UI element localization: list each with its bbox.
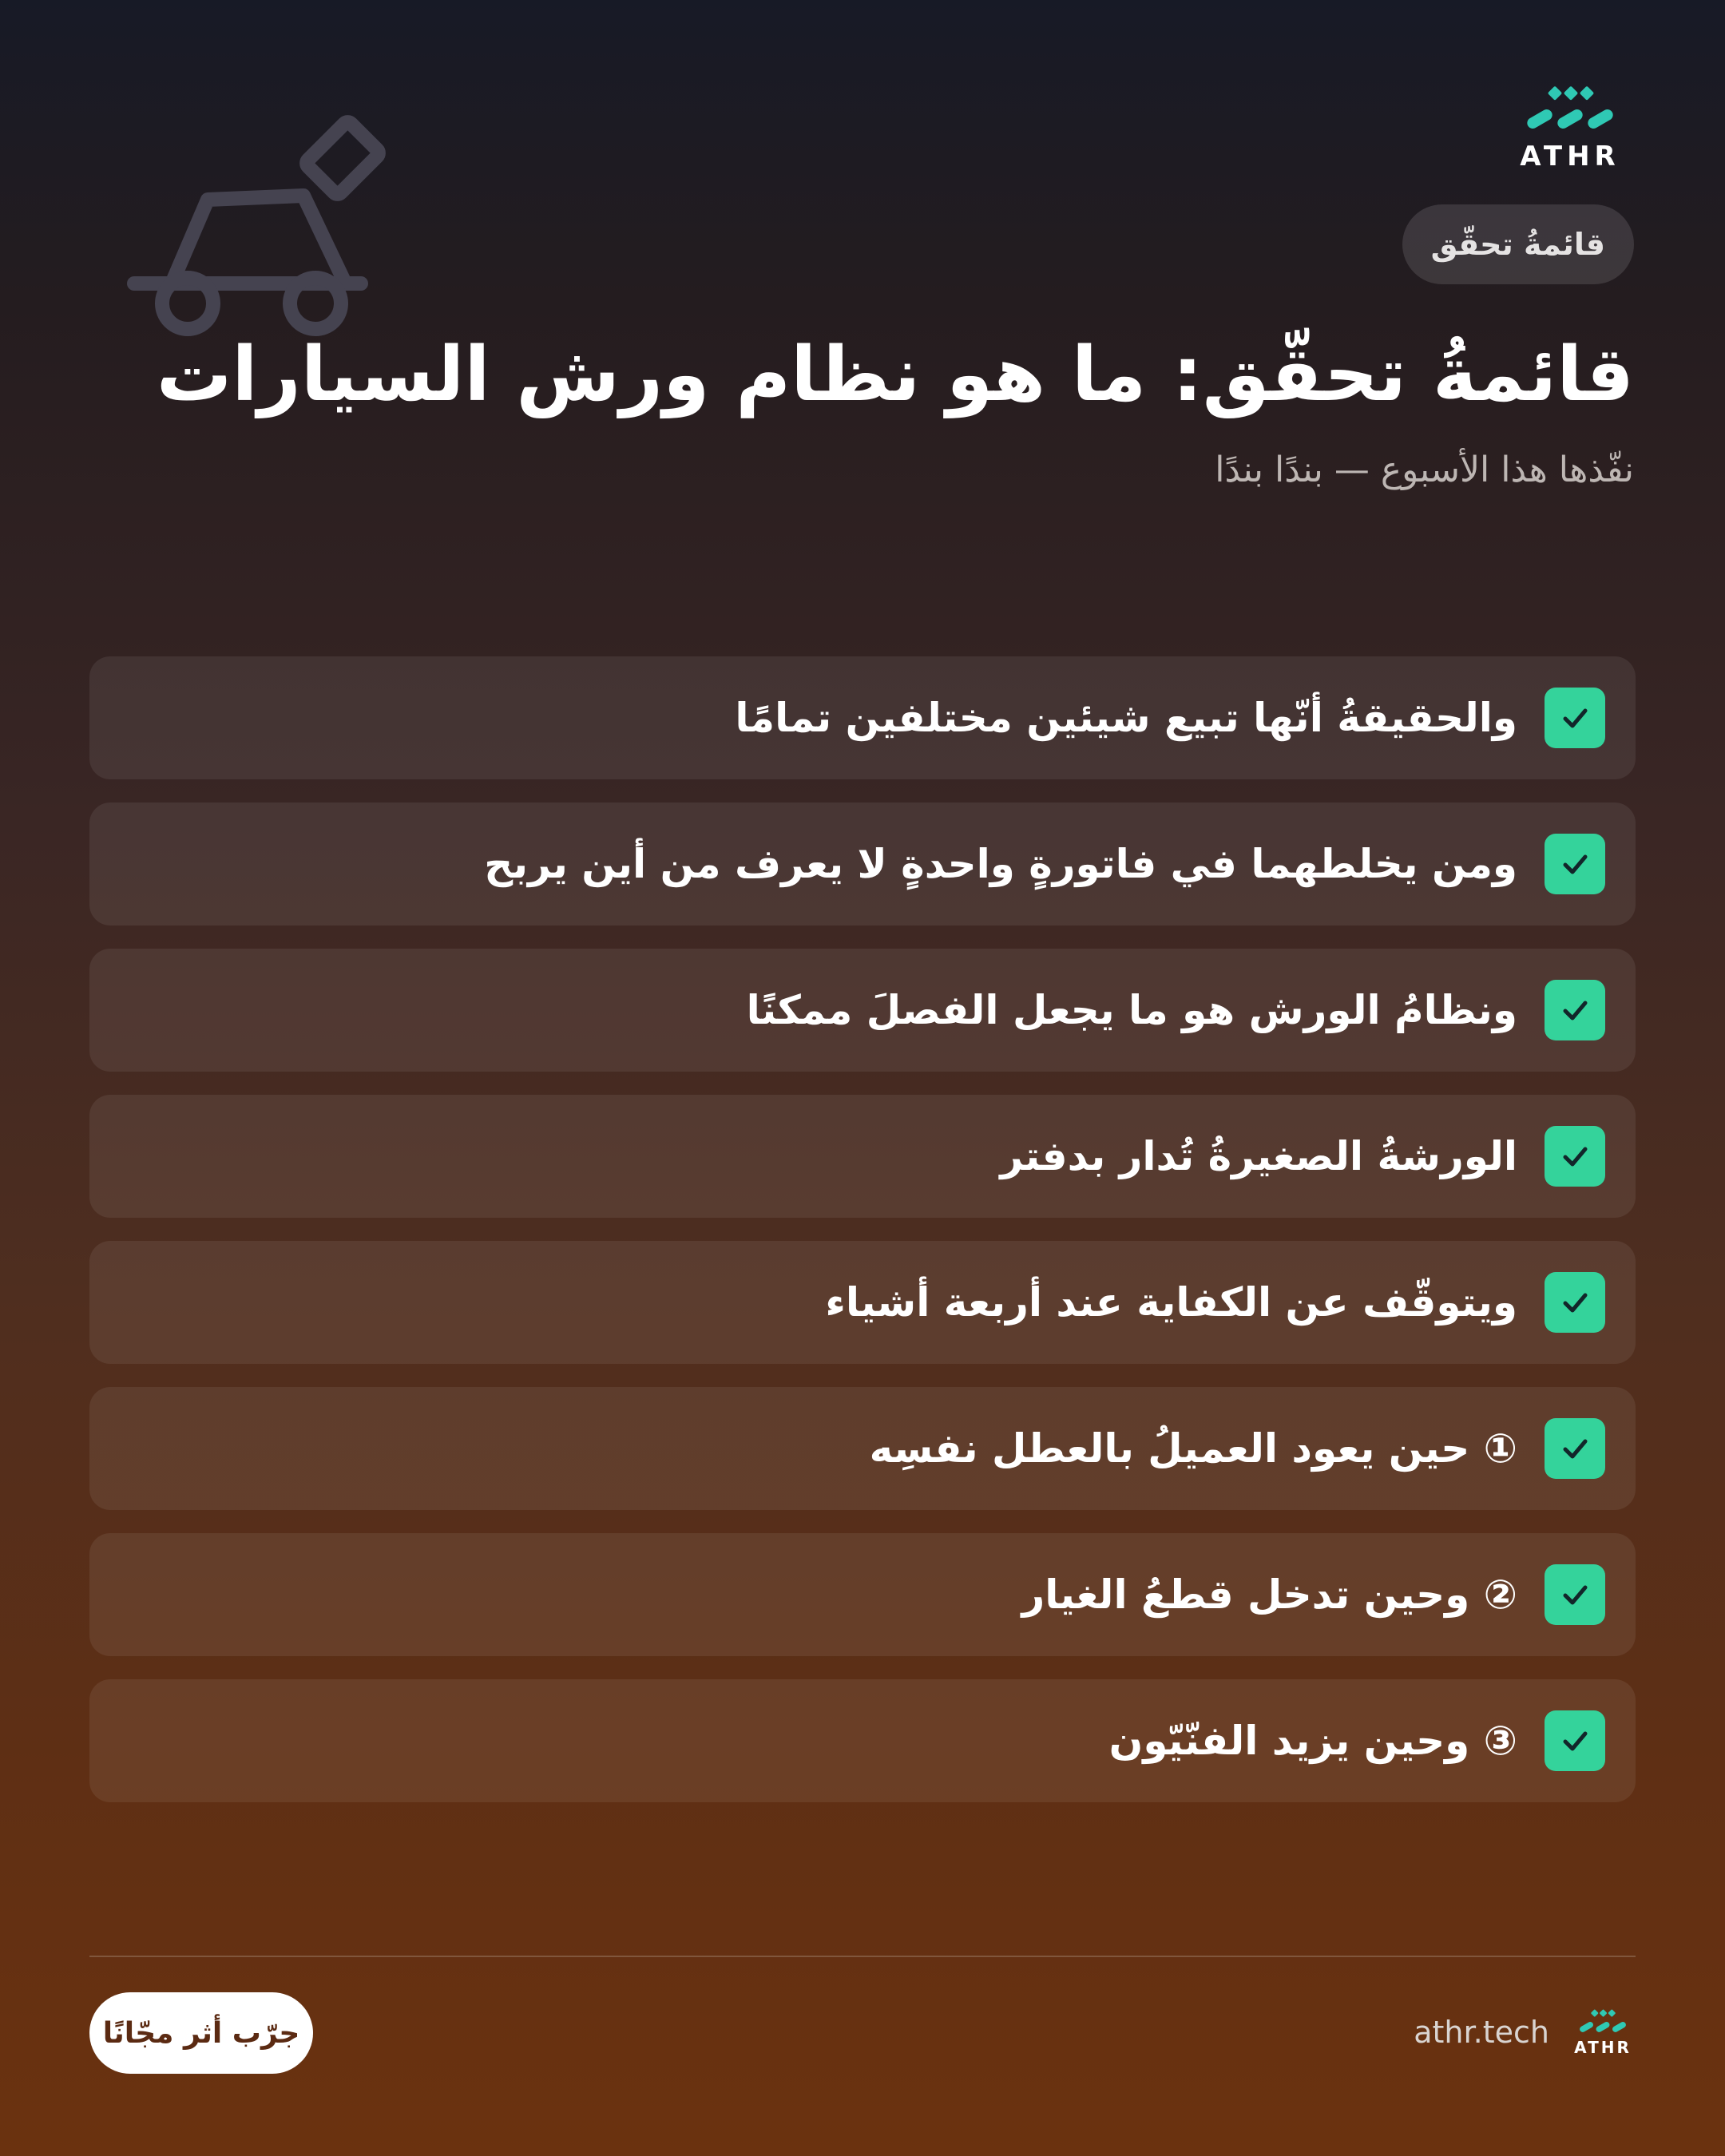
checkbox-checked-icon[interactable] bbox=[1545, 1710, 1605, 1771]
athr-logo-icon bbox=[1575, 2007, 1631, 2036]
website-link[interactable]: athr.tech bbox=[1414, 2015, 1549, 2050]
checklist-item bbox=[89, 656, 1636, 779]
checklist-item bbox=[89, 1679, 1636, 1802]
try-free-button[interactable]: جرّب أثر مجّانًا bbox=[89, 1992, 313, 2074]
checklist-item-text: ① حين يعود العميلُ بالعطل نفسِه bbox=[869, 1425, 1517, 1472]
checklist-item-text: ويتوقّف عن الكفاية عند أربعة أشياء bbox=[825, 1279, 1517, 1326]
checklist-item-text: ② وحين تدخل قطعُ الغيار bbox=[1021, 1571, 1517, 1618]
checkbox-checked-icon[interactable] bbox=[1545, 834, 1605, 894]
checklist-item-text: ومن يخلطهما في فاتورةٍ واحدةٍ لا يعرف من أين يربح bbox=[484, 841, 1517, 887]
brand-name: ATHR bbox=[1520, 141, 1620, 172]
footer-logo bbox=[1570, 2007, 1636, 2057]
checkbox-checked-icon[interactable] bbox=[1545, 1126, 1605, 1187]
checkbox-checked-icon[interactable] bbox=[1545, 1418, 1605, 1479]
checklist-item bbox=[89, 1095, 1636, 1218]
checklist-item-text: ③ وحين يزيد الفنّيّون bbox=[1108, 1718, 1517, 1764]
footer-brand bbox=[1414, 1996, 1636, 2068]
page-subtitle: نفّذها هذا الأسبوع — بندًا بندًا bbox=[1215, 450, 1634, 490]
footer-divider bbox=[89, 1956, 1636, 1957]
checklist-item bbox=[89, 1241, 1636, 1364]
category-badge: قائمةُ تحقّق bbox=[1402, 204, 1634, 284]
page-title: قائمةُ تحقّق: ما هو نظام ورش السيارات bbox=[156, 331, 1634, 418]
checklist-item-text: ونظامُ الورش هو ما يجعل الفصلَ ممكنًا bbox=[746, 987, 1517, 1033]
checklist bbox=[89, 656, 1636, 1825]
brand-logo bbox=[1506, 83, 1634, 172]
checklist-item bbox=[89, 949, 1636, 1072]
checklist-item-text: الورشةُ الصغيرةُ تُدار بدفتر bbox=[1000, 1133, 1517, 1179]
footer-brand-name: ATHR bbox=[1574, 2038, 1632, 2057]
checklist-item bbox=[89, 1533, 1636, 1656]
checklist-item-text: والحقيقةُ أنّها تبيع شيئين مختلفين تمامًا bbox=[735, 695, 1517, 741]
checkbox-checked-icon[interactable] bbox=[1545, 1564, 1605, 1625]
checklist-item bbox=[89, 803, 1636, 925]
checkbox-checked-icon[interactable] bbox=[1545, 1272, 1605, 1333]
checklist-item bbox=[89, 1387, 1636, 1510]
checkbox-checked-icon[interactable] bbox=[1545, 980, 1605, 1040]
checkbox-checked-icon[interactable] bbox=[1545, 688, 1605, 748]
athr-logo-icon bbox=[1518, 83, 1622, 136]
car-icon bbox=[120, 112, 407, 351]
